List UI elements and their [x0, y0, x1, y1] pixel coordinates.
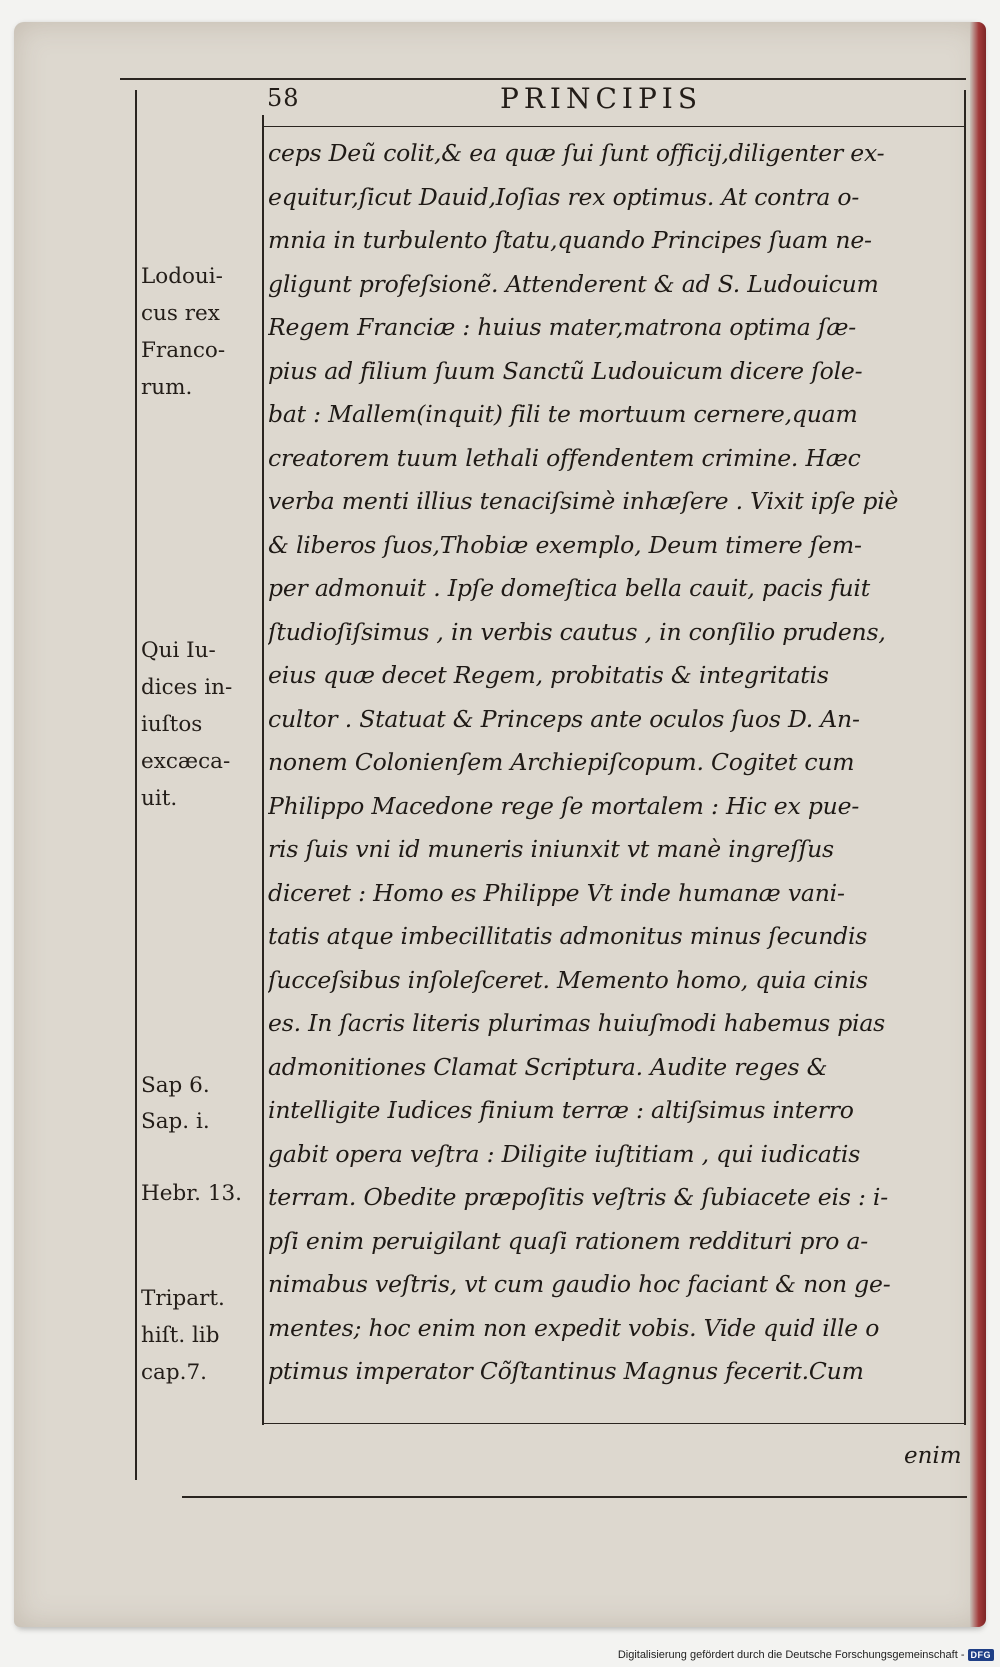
running-head: PRINCIPIS: [500, 82, 703, 115]
text-line: ſtudioſiſsimus , in verbis cautus , in conſilio prudens,: [268, 617, 886, 646]
marginal-note-sap-6: [141, 1067, 263, 1104]
text-line: terram. Obedite præpoſitis veſtris & ſubiacete eis : i-: [268, 1183, 888, 1211]
note-line: cap.7.: [141, 1360, 207, 1385]
main-text-column: [268, 132, 963, 1394]
text-line: admonitiones Clamat Scriptura. Audite reges &: [268, 1052, 828, 1081]
text-line: gligunt profeſsionẽ. Attenderent & ad S. Ludouicum: [268, 269, 879, 298]
text-line: ſucceſsibus inſoleſceret. Memento homo, quia cinis: [268, 965, 868, 994]
note-line: iuſtos: [141, 712, 203, 737]
text-line: mentes; hoc enim non expedit vobis. Vide quid ille o: [268, 1313, 880, 1342]
text-line: ceps Deũ colit,& ea quæ ſui ſunt officij,diligenter ex-: [268, 139, 885, 167]
text-line: es. In ſacris literis plurimas huiuſmodi habemus pias: [268, 1009, 886, 1037]
book-spine-edge: [970, 22, 986, 1627]
text-column-top-rule: [262, 126, 964, 127]
text-line: gabit opera veſtra : Diligite iuſtitiam , qui iudicatis: [268, 1139, 861, 1168]
note-line: hiſt. lib: [141, 1323, 220, 1348]
text-column-bottom-rule: [262, 1423, 964, 1424]
text-line: nimabus veſtris, vt cum gaudio hoc faciant & non ge-: [268, 1270, 891, 1298]
text-line: eius quæ decet Regem, probitatis & integritatis: [268, 661, 829, 689]
note-line: Tripart.: [141, 1286, 225, 1311]
text-line: cultor . Statuat & Princeps ante oculos ſuos D. An-: [268, 704, 860, 733]
text-line: pius ad filium ſuum Sanctũ Ludouicum dicere ſole-: [268, 356, 863, 385]
text-line: tatis atque imbecillitatis admonitus minus ſecundis: [268, 922, 868, 950]
text-column-right-rule: [964, 90, 966, 1425]
header-rule: [120, 78, 966, 80]
note-line: rum.: [141, 375, 193, 400]
note-line: Hebr. 13.: [141, 1181, 243, 1206]
credit-text: Digitalisierung gefördert durch die Deutsche Forschungsgemeinschaft -: [617, 1649, 965, 1661]
marginal-note-lodouicus: [141, 258, 263, 406]
digitization-credit: [618, 1649, 994, 1661]
text-line: ris ſuis vni id muneris iniunxit vt manè ingreſſus: [268, 835, 834, 863]
text-line: per admonuit . Ipſe domeſtica bella cauit, pacis fuit: [268, 574, 870, 602]
text-line: equitur,ſicut Dauid,Ioſias rex optimus. At contra o-: [268, 182, 860, 211]
text-line: nonem Colonienſem Archiepiſcopum. Cogitet cum: [268, 748, 855, 776]
text-line: mnia in turbulento ſtatu,quando Principes ſuam ne-: [268, 226, 872, 254]
dfg-logo: DFG: [968, 1649, 995, 1661]
text-line: diceret : Homo es Philippe Vt inde humanæ vani-: [268, 878, 845, 907]
text-line: pſi enim peruigilant quaſi rationem reddituri pro a-: [268, 1226, 869, 1255]
text-line: Regem Franciæ : huius mater,matrona optima ſæ-: [268, 313, 857, 341]
catchword: enim: [904, 1443, 962, 1469]
marginal-note-qui-iudices: [141, 632, 263, 817]
page-bottom-rule: [182, 1496, 967, 1498]
text-line: ptimus imperator Cõſtantinus Magnus fecerit.Cum: [268, 1357, 864, 1385]
note-line: dices in-: [141, 675, 233, 700]
page-number: 58: [267, 84, 300, 112]
note-line: Sap 6.: [141, 1073, 210, 1098]
note-line: Sap. i.: [141, 1109, 210, 1134]
note-line: excæca-: [141, 749, 231, 774]
text-line: Philippo Macedone rege ſe mortalem : Hic ex pue-: [268, 791, 860, 820]
note-line: Lodoui-: [141, 264, 223, 289]
note-line: cus rex: [141, 301, 220, 326]
text-line: & liberos ſuos,Thobiæ exemplo, Deum timere ſem-: [268, 530, 862, 559]
text-line: bat : Mallem(inquit) fili te mortuum cernere,quam: [268, 400, 858, 428]
note-line: uit.: [141, 786, 178, 811]
marginal-note-hebr-13: [141, 1175, 263, 1212]
note-line: Franco-: [141, 338, 226, 363]
margin-outer-rule: [135, 90, 137, 1480]
marginal-note-sap-1: [141, 1103, 263, 1140]
marginal-note-tripart: [141, 1280, 263, 1391]
text-line: intelligite Iudices finium terræ : altiſsimus interro: [268, 1096, 854, 1124]
text-line: verba menti illius tenaciſsimè inhæſere . Vixit ipſe piè: [268, 487, 899, 515]
note-line: Qui Iu-: [141, 638, 216, 663]
text-line: creatorem tuum lethali offendentem crimine. Hæc: [268, 443, 861, 472]
